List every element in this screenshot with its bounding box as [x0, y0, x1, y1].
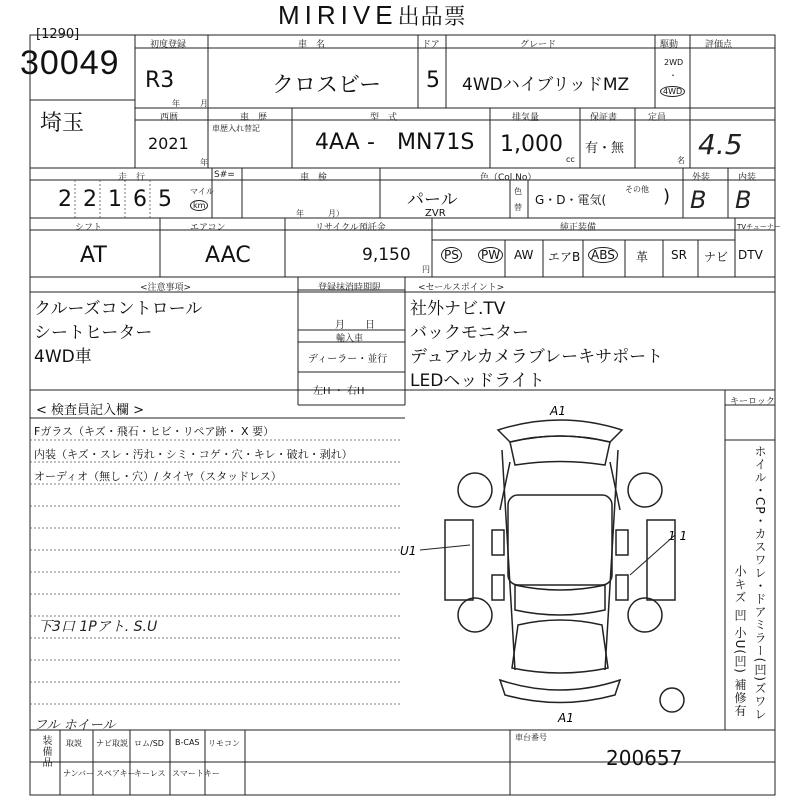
key-column-text: ホイル・CP・カスワレ・ドアミラー(凹)ズワレ: [753, 445, 767, 721]
import-handle: 左H ・ 右H: [313, 386, 365, 397]
car-diagram: [400, 400, 688, 730]
chassis-number: 200657: [606, 746, 683, 770]
first-reg-era: R3: [145, 68, 175, 93]
item-smart-key: スマートキー: [172, 769, 220, 778]
label-displacement: 排気量: [512, 113, 540, 123]
item-manual: 取説: [66, 739, 82, 748]
label-first-reg: 初度登録: [150, 40, 187, 50]
label-car-name: 車 名: [298, 40, 326, 50]
history-note: 車歴入れ替記: [212, 124, 260, 133]
label-capacity: 定員: [648, 113, 667, 123]
doors: 5: [426, 68, 440, 93]
grade: 4WDハイブリッドMZ: [462, 75, 630, 95]
mileage-digit-1: 2: [58, 187, 72, 212]
color-change-label: 替: [514, 203, 522, 212]
inspector-note-2: フル ホイール: [34, 718, 116, 733]
model-code: MN71S: [397, 130, 475, 155]
shift: AT: [80, 243, 107, 268]
year-unit: 年: [200, 158, 208, 167]
note-3: 4WD車: [34, 347, 92, 367]
item-navi-manual: ナビ取説: [96, 739, 128, 748]
prefecture: 埼玉: [40, 111, 85, 136]
item-keyless: キーレス: [134, 769, 166, 778]
label-grade: グレード: [520, 40, 557, 50]
label-exterior: 外装: [692, 173, 711, 183]
equip-dtv: DTV: [738, 248, 763, 262]
drive-4wd: 4WD: [660, 86, 685, 97]
label-inspection: 車 検: [300, 173, 328, 183]
equip-sr: SR: [671, 248, 687, 262]
aircon: AAC: [205, 243, 251, 268]
label-drive: 駆動: [660, 40, 679, 50]
sales-header: <セールスポイント>: [418, 283, 505, 293]
equip-navi: ナビ: [704, 250, 729, 264]
label-warranty: 保証書: [590, 113, 618, 123]
equip-aw: AW: [514, 248, 534, 262]
label-sharp: S#=: [214, 170, 235, 180]
mileage-digit-5: 5: [158, 187, 172, 212]
import-dealer: ディーラー・並行: [308, 354, 388, 365]
fuel: G・D・電気(: [535, 193, 607, 207]
km-unit: km: [190, 200, 208, 211]
color-paint-label: 色: [514, 187, 522, 196]
import-header: 輸入車: [336, 334, 364, 344]
other-label: その他: [625, 185, 649, 194]
mileage-digit-4: 6: [133, 187, 147, 212]
lot-number: [1290]: [36, 27, 80, 42]
label-interior: 内装: [738, 173, 757, 183]
mileage-digit-2: 2: [83, 187, 97, 212]
equip-leather: 革: [636, 250, 649, 264]
reg-date-header: 登録抹消時期限: [318, 283, 382, 293]
displacement: 1,000: [500, 132, 563, 157]
drive-dot: ・: [669, 71, 677, 80]
mileage-digit-3: 1: [108, 187, 122, 212]
item-spare-key: スペアキー: [96, 769, 136, 778]
model-dash: -: [367, 130, 375, 155]
equip-ps: PS: [441, 247, 462, 263]
key-header: キーロック: [730, 397, 775, 407]
equip-pw: PW: [478, 247, 503, 263]
note-2: シートヒーター: [34, 323, 153, 343]
sales-point-2: バックモニター: [410, 323, 529, 343]
score-value: 4.5: [698, 128, 743, 161]
warranty: 有・無: [585, 141, 625, 156]
label-aircon: エアコン: [190, 223, 226, 233]
diagram-u1: U1: [400, 544, 417, 558]
mile-unit: マイル: [190, 187, 214, 196]
reg-date-day: 月 日: [335, 320, 375, 331]
diagram-right: 1 1: [668, 529, 688, 543]
car-name: クロスビー: [272, 73, 382, 98]
key-column-text-2: 小キズ 凹 小U(凹) 補修有: [733, 565, 747, 718]
equip-airbag: エアB: [548, 250, 581, 264]
notes-header: <注意事項>: [140, 283, 192, 293]
drive-2wd: 2WD: [664, 58, 684, 67]
sales-point-3: デュアルカメラブレーキサポート: [410, 347, 664, 367]
title-suffix: 出品票: [397, 4, 467, 29]
diagram-a1-bottom: A1: [558, 711, 574, 725]
sales-point-4: LEDヘッドライト: [410, 371, 545, 391]
year: 2021: [148, 134, 189, 153]
equip-abs: ABS: [588, 247, 618, 263]
people-unit: 名: [677, 156, 685, 165]
color-code: ZVR: [425, 208, 446, 219]
note-1: クルーズコントロール: [34, 299, 203, 319]
label-mileage: 走 行: [118, 173, 146, 183]
label-doors: ドア: [422, 40, 440, 50]
label-western-year: 西暦: [160, 113, 179, 123]
recycle: 9,150: [362, 245, 411, 265]
inspection-line-3: オーディオ（無し・穴）/ タイヤ（スタッドレス）: [34, 470, 282, 483]
label-score: 評価点: [705, 40, 733, 50]
yen-unit: 円: [422, 265, 430, 274]
label-color: 色（Col.No）: [480, 173, 537, 183]
cc-unit: cc: [566, 155, 575, 164]
label-model: 型 式: [370, 113, 398, 123]
title-brand: MIRIVE: [278, 0, 398, 30]
label-tuner: TVチューナー: [737, 223, 781, 231]
bottom-row-label: 装備品: [40, 735, 51, 768]
inspection-line-2: 内装（キズ・スレ・汚れ・シミ・コゲ・穴・キレ・破れ・剥れ）: [34, 448, 353, 461]
exhibit-number: 30049: [20, 44, 120, 82]
first-reg-year-unit: 年: [172, 99, 180, 108]
inspector-header: < 検査員記入欄 >: [36, 403, 145, 418]
model-prefix: 4AA: [315, 130, 360, 155]
diagram-a1-top: A1: [550, 404, 566, 418]
inspection-year-month: 年 月）: [296, 209, 344, 218]
item-number: ナンバー: [63, 769, 95, 778]
interior-value: B: [735, 186, 752, 214]
inspection-line-1: Fガラス（キズ・飛石・ヒビ・リペア跡・ X 要）: [34, 425, 275, 438]
chassis-number-label: 車台番号: [515, 733, 547, 742]
label-recycle: リサイクル預託金: [315, 223, 386, 233]
first-reg-month-unit: 月: [200, 99, 208, 108]
color: パール: [407, 190, 458, 210]
item-remote: リモコン: [208, 739, 240, 748]
fuel-close: ): [663, 186, 671, 207]
label-options: 純正装備: [560, 223, 597, 233]
sales-point-1: 社外ナビ.TV: [410, 299, 506, 319]
inspector-note: 下3口 1Pアト. S.U: [38, 619, 158, 635]
item-bcas: B-CAS: [175, 738, 200, 747]
exterior-value: B: [690, 186, 707, 214]
label-shift: シフト: [75, 223, 103, 233]
label-chassis: 車 歴: [240, 113, 268, 123]
item-rom-sd: ロム/SD: [134, 739, 164, 748]
